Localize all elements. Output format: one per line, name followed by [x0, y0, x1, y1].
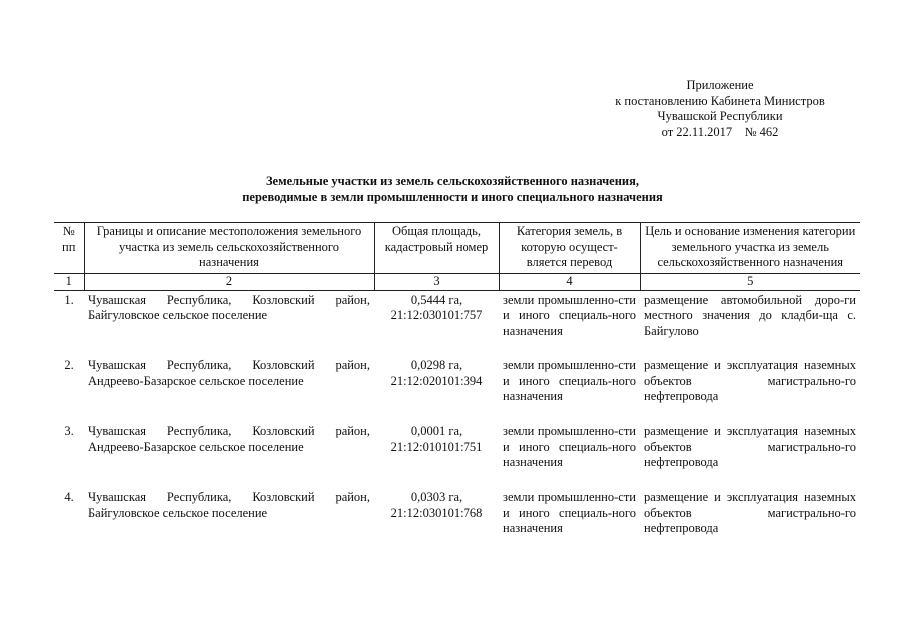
row-purpose: размещение автомобильной доро-ги местного значения до кладби-ща с. Байгулово [644, 292, 856, 338]
table-row [54, 290, 860, 356]
table-header-row [54, 223, 860, 274]
row-category: земли промышленно-сти и иного специаль-ного назначения [503, 490, 636, 535]
row-location: Чувашская Республика, Козловский район, Андреево-Базарское сельское поселение [88, 424, 370, 454]
land-plots-table [54, 222, 860, 554]
row-purpose: размещение и эксплуатация наземных объектов магистрально-го нефтепровода [644, 490, 856, 535]
appendix-line: к постановлению Кабинета Министров [615, 93, 825, 108]
row-area-cell [374, 356, 499, 422]
row-area: 0,0001 га, [410, 424, 463, 438]
row-area-cell [374, 290, 499, 356]
table-row [54, 488, 860, 554]
document-title [150, 174, 755, 205]
row-number: 1. [64, 292, 74, 307]
row-cadastral: 21:12:010101:751 [390, 439, 483, 454]
title-line: переводимые в земли промышленности и иного специального назначения [242, 189, 663, 204]
row-location: Чувашская Республика, Козловский район, Байгуловское сельское поселение [88, 490, 370, 520]
column-number: 3 [374, 273, 499, 290]
row-area: 0,5444 га, [410, 292, 463, 307]
row-number: 4. [64, 490, 74, 504]
row-category: земли промышленно-сти и иного специаль-ного назначения [503, 424, 636, 469]
table-row [54, 422, 860, 488]
column-number: 5 [640, 273, 860, 290]
column-numbers-row [54, 273, 860, 290]
row-location: Чувашская Республика, Козловский район, Андреево-Базарское сельское поселение [88, 358, 370, 388]
appendix-block [590, 78, 850, 140]
title-line: Земельные участки из земель сельскохозяйственного назначения, [265, 174, 640, 188]
row-number: 3. [64, 424, 74, 438]
row-cadastral: 21:12:030101:757 [390, 308, 483, 322]
header-location: Границы и описание местоположения земельного участка из земель сельскохозяйственного назначения [84, 223, 374, 274]
row-category: земли промышленно-сти и иного специаль-ного назначения [503, 292, 636, 338]
column-number: 4 [499, 273, 640, 290]
header-area: Общая площадь, кадастровый номер [374, 223, 499, 274]
column-number: 2 [84, 273, 374, 290]
row-area-cell [374, 422, 499, 488]
row-number: 2. [64, 358, 74, 372]
row-cadastral: 21:12:020101:394 [390, 373, 483, 388]
row-area: 0,0303 га, [410, 490, 463, 504]
row-category: земли промышленно-сти и иного специаль-ного назначения [503, 358, 636, 403]
column-number: 1 [54, 273, 84, 290]
row-purpose: размещение и эксплуатация наземных объектов магистрально-го нефтепровода [644, 358, 856, 403]
row-area-cell [374, 488, 499, 554]
appendix-line: Приложение [686, 78, 754, 92]
header-category: Категория земель, в которую осущест-вляется перевод [499, 223, 640, 274]
header-purpose: Цель и основание изменения категории земельного участка из земель сельскохозяйственного назначения [640, 223, 860, 274]
appendix-line: Чувашской Республики [657, 109, 783, 123]
row-location: Чувашская Республика, Козловский район, Байгуловское сельское поселение [88, 292, 370, 322]
table-row [54, 356, 860, 422]
row-purpose: размещение и эксплуатация наземных объектов магистрально-го нефтепровода [644, 424, 856, 469]
row-area: 0,0298 га, [410, 358, 463, 372]
appendix-date-line: от 22.11.2017 № 462 [661, 124, 779, 139]
header-num: № пп [54, 223, 84, 274]
row-cadastral: 21:12:030101:768 [390, 505, 483, 520]
